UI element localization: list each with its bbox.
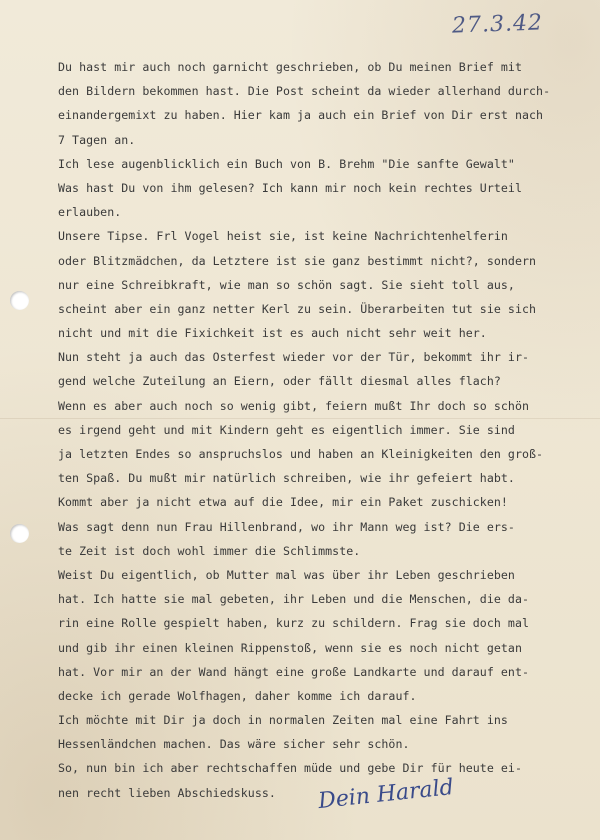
- letter-line: Weist Du eigentlich, ob Mutter mal was über ihr Leben geschrieben: [58, 567, 515, 582]
- handwritten-signature: Dein Harald: [317, 774, 455, 815]
- letter-line: gend welche Zuteilung an Eiern, oder fällt diesmal alles flach?: [58, 374, 501, 389]
- letter-line: Was sagt denn nun Frau Hillenbrand, wo ihr Mann weg ist? Die ers-: [58, 519, 515, 534]
- letter-line: Du hast mir auch noch garnicht geschrieben, ob Du meinen Brief mit: [58, 60, 522, 74]
- letter-line: So, nun bin ich aber rechtschaffen müde und gebe Dir für heute ei-: [58, 761, 522, 776]
- handwritten-date-note: 27.3.42: [451, 10, 544, 39]
- letter-line: erlauben.: [58, 205, 122, 220]
- letter-line: Unsere Tipse. Frl Vogel heist sie, ist keine Nachrichtenhelferin: [58, 229, 508, 244]
- letter-line: Ich möchte mit Dir ja doch in normalen Zeiten mal eine Fahrt ins: [58, 713, 508, 728]
- letter-line: ja letzten Endes so anspruchslos und haben an Kleinigkeiten den groß-: [58, 447, 544, 461]
- letter-line: rin eine Rolle gespielt haben, kurz zu schildern. Frag sie doch mal: [58, 616, 530, 631]
- letter-line: nicht und mit die Fixichkeit ist es auch nicht sehr weit her.: [58, 326, 487, 341]
- letter-line: decke ich gerade Wolfhagen, daher komme ich darauf.: [58, 688, 417, 703]
- letter-line: Wenn es aber auch noch so wenig gibt, feiern mußt Ihr doch so schön: [58, 398, 530, 413]
- letter-line: und gib ihr einen kleinen Rippenstoß, wenn sie es noch nicht getan: [58, 640, 522, 655]
- letter-line: nur eine Schreibkraft, wie man so schön sagt. Sie sieht toll aus,: [58, 277, 515, 292]
- letter-line: Was hast Du von ihm gelesen? Ich kann mir noch kein rechtes Urteil: [58, 180, 522, 195]
- letter-line: den Bildern bekommen hast. Die Post scheint da wieder allerhand durch-: [58, 84, 551, 99]
- letter-line: Nun steht ja auch das Osterfest wieder vor der Tür, bekommt ihr ir-: [58, 350, 530, 365]
- letter-line: 7 Tagen an.: [58, 132, 136, 147]
- letter-body: [58, 55, 588, 805]
- punch-hole-lower: [10, 524, 29, 543]
- letter-line: hat. Vor mir an der Wand hängt eine große Landkarte und darauf ent-: [58, 664, 530, 679]
- letter-line: es irgend geht und mit Kindern geht es eigentlich immer. Sie sind: [58, 422, 515, 437]
- letter-line: nen recht lieben Abschiedskuss.: [58, 785, 276, 800]
- letter-line: te Zeit ist doch wohl immer die Schlimmste.: [58, 543, 361, 558]
- letter-line: Kommt aber ja nicht etwa auf die Idee, mir ein Paket zuschicken!: [58, 495, 508, 510]
- punch-hole-upper: [10, 291, 29, 310]
- letter-line: ten Spaß. Du mußt mir natürlich schreiben, wie ihr gefeiert habt.: [58, 471, 515, 486]
- letter-line: einandergemixt zu haben. Hier kam ja auch ein Brief von Dir erst nach: [58, 108, 544, 123]
- letter-line: oder Blitzmädchen, da Letztere ist sie ganz bestimmt nicht?, sondern: [58, 253, 537, 268]
- letter-line: Ich lese augenblicklich ein Buch von B. Brehm "Die sanfte Gewalt": [58, 156, 515, 171]
- letter-line: hat. Ich hatte sie mal gebeten, ihr Leben und die Menschen, die da-: [58, 592, 530, 607]
- letter-line: scheint aber ein ganz netter Kerl zu sein. Überarbeiten tut sie sich: [58, 301, 537, 316]
- letter-line: Hessenländchen machen. Das wäre sicher sehr schön.: [58, 737, 410, 752]
